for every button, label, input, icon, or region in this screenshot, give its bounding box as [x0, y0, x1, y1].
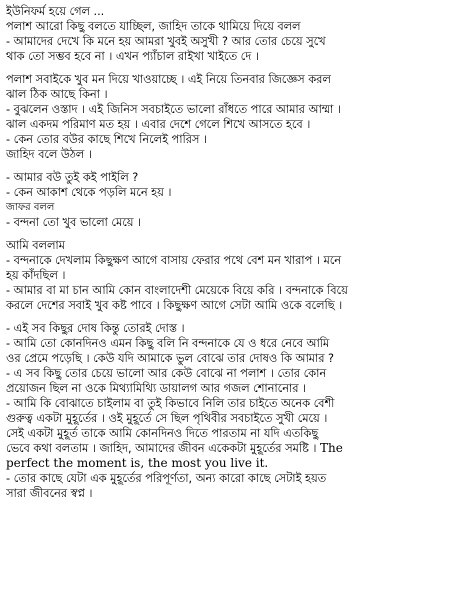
text-line: - কেন আকাশ থেকে পড়লি মনে হয় ।	[6, 186, 172, 199]
text-line: - এ সব কিছু তোর চেয়ে ভালো আর কেউ বোঝে না পলাশ । তোর কোন	[6, 367, 327, 380]
text-line: পলাশ আরো কিছু বলতে যাচ্ছিল, জাহিদ তাকে থামিয়ে দিয়ে বলল	[6, 20, 301, 33]
paragraph-gap	[6, 230, 449, 238]
text-line: সেই একটা মুহূর্ত তাকে আমি কোনদিনও দিতে পারতাম না যদি এতকিছু	[6, 427, 319, 440]
text-line: - এই সব কিছুর দোষ কিন্তু তোরই দোস্ত ।	[6, 322, 185, 335]
paragraph-gap	[6, 162, 449, 170]
text-line-bengali: ভেবে কথা বলতাম । জাহিদ, আমাদের জীবন একেকটা মুহূর্তের সমষ্টি ।	[6, 442, 317, 455]
text-line: ঝাল ঠিক আছে কিনা ।	[6, 88, 108, 101]
text-line: - তোর কাছে যেটা এক মুহূর্তের পরিপূর্ণতা, অন্য কারো কাছে সেটাই হয়ত	[6, 472, 327, 485]
text-line: - বুঝলেন ওস্তাদ । এই জিনিস সবচাইতে ভালো রাঁধতে পারে আমার আম্মা ।	[6, 103, 341, 116]
text-line-mixed	[6, 441, 449, 456]
paragraph-gap	[6, 313, 449, 321]
text-line: ইউনিফর্ম হয়ে গেল ...	[6, 5, 105, 18]
text-line: - বন্দনাকে দেখলাম কিছুক্ষণ আগে বাসায় ফেরার পথে বেশ মন খারাপ । মনে	[6, 254, 342, 267]
text-line: সারা জীবনের স্বপ্ন ।	[6, 487, 93, 500]
text-line: - আমার বউ তুই কই পাইলি ?	[6, 171, 139, 184]
text-line: গুরুত্ব একটা মুহূর্তের । ওই মুহূর্তে সে ছিল পৃথিবীর সবচাইতে সুখী মেয়ে ।	[6, 412, 328, 425]
text-line: - আমি তো কোনদিনও এমন কিছু বলি নি বন্দনাকে যে ও ধরে নেবে আমি	[6, 337, 330, 350]
text-line: - কেন তোর বউর কাছে শিখে নিলেই পারিস ।	[6, 133, 208, 146]
text-latin-inline: The	[320, 441, 343, 455]
text-line: - বন্দনা তো খুব ভালো মেয়ে ।	[6, 216, 142, 229]
text-line: ওর প্রেমে পড়েছি । কেউ যদি আমাকে ভুল বোঝে তার দোষও কি আমার ?	[6, 352, 335, 365]
text-line: ঝাল একদম পরিমাণ মত হয় । এবার দেশে গেলে শিখে আসতে হবে ।	[6, 118, 311, 131]
text-line-latin: perfect the moment is, the most you live it.	[6, 456, 269, 470]
text-line: প্রয়োজন ছিল না ওকে মিথ্যামিথ্যি ডায়ালগ আর গজল শোনানোর ।	[6, 382, 307, 395]
text-line: করলে দেশের সবাই খুব কষ্ট পাবে । কিছুক্ষণ আগে সেটা আমি ওকে বলেছি ।	[6, 299, 343, 312]
text-line: - আমাদের দেখে কি মনে হয় আমরা খুবই অসুখী ? আর তোর চেয়ে সুখে	[6, 35, 326, 48]
paragraph-gap	[6, 64, 449, 72]
text-line: আমি বললাম	[6, 239, 65, 252]
text-line: জাহিদ বলে উঠল ।	[6, 148, 92, 161]
text-line: জাফর বলল	[6, 202, 55, 213]
text-line: - আমার বা মা চান আমি কোন বাংলাদেশী মেয়েকে বিয়ে করি । বন্দনাকে বিয়ে	[6, 284, 348, 297]
text-line: - আমি কি বোঝাতে চাইলাম বা তুই কিভাবে নিলি তার চাইতে অনেক বেশী	[6, 397, 335, 410]
text-line: থাক তো সম্ভব হবে না । এখন প্যাঁচাল রাইখা খাইতে দে ।	[6, 50, 259, 63]
text-line: পলাশ সবাইকে খুব মন দিয়ে খাওয়াচ্ছে । এই নিয়ে তিনবার জিজ্ঞেস করল	[6, 73, 331, 86]
text-line: হয় কাঁদছিল ।	[6, 269, 66, 282]
